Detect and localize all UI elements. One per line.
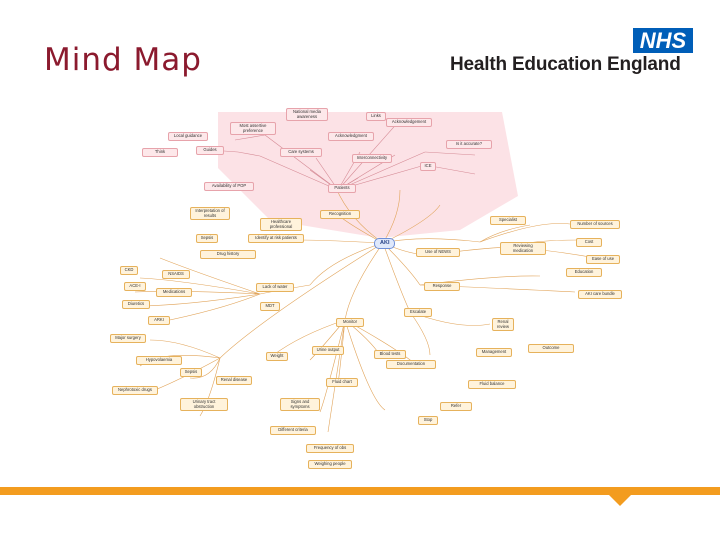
mind-map-node: Major surgery: [110, 334, 146, 343]
mind-map-node: Healthcare professional: [260, 218, 302, 231]
mind-map-node: Urinary tract obstruction: [180, 398, 228, 411]
mind-map-node: Blood tests: [374, 350, 406, 359]
mind-map-node: Signs and symptoms: [280, 398, 320, 411]
mind-map-node: Identify at risk patients: [248, 234, 304, 243]
mind-map-node: Recognition: [320, 210, 360, 219]
mind-map-node: Documentation: [386, 360, 436, 369]
mind-map-node: NSAIDS: [162, 270, 190, 279]
nhs-logo: NHS: [633, 28, 693, 53]
mind-map-node: Nephrotoxic drugs: [112, 386, 158, 395]
mind-map-node: Care systems: [280, 148, 322, 157]
mind-map-node: MDT: [260, 302, 280, 311]
mind-map-node: Guides: [196, 146, 224, 155]
mind-map-node: Interpretation of results: [190, 207, 230, 220]
mind-map-node: Sepsis: [180, 368, 202, 377]
mind-map-node: Sepsis: [196, 234, 218, 243]
mind-map-node: Fluid chart: [326, 378, 358, 387]
mind-map-node: Outcome: [528, 344, 574, 353]
mind-map-node: Fluid balance: [468, 380, 516, 389]
mind-map-node: Patients: [328, 184, 356, 193]
mind-map-node: Hypovolaemia: [136, 356, 182, 365]
mind-map-node: Availability of POP: [204, 182, 254, 191]
mind-map-node: Education: [566, 268, 602, 277]
mind-map-node: Most assertive preference: [230, 122, 276, 135]
mind-map-node: Response: [424, 282, 460, 291]
mind-map-node: Renal review: [492, 318, 514, 331]
mind-map-node: Refer: [440, 402, 472, 411]
mind-map-node: Local guidance: [168, 132, 208, 141]
mind-map-node: Diuretics: [122, 300, 150, 309]
mind-map-node: Weight: [266, 352, 288, 361]
mind-map-node: Frequency of obs: [306, 444, 354, 453]
mind-map: [100, 100, 620, 480]
mind-map-node: Medications: [156, 288, 192, 297]
mind-map-node: Interconnectivity: [352, 154, 392, 163]
footer-notch: [608, 494, 632, 506]
mind-map-node: Drug history: [200, 250, 256, 259]
mind-map-node: National media awareness: [286, 108, 328, 121]
mind-map-node: Acknowledgement: [386, 118, 432, 127]
mind-map-node: Urine output: [312, 346, 344, 355]
mind-map-node: Escalate: [404, 308, 432, 317]
mind-map-node: Reviewing medication: [500, 242, 546, 255]
mind-map-node: Acknowledgment: [328, 132, 374, 141]
central-topic: AKI: [374, 238, 395, 249]
org-name: Health Education England: [450, 54, 681, 75]
mind-map-node: ACE-I: [124, 282, 146, 291]
mind-map-node: Weighing people: [308, 460, 352, 469]
mind-map-node: Use of NEWS: [416, 248, 460, 257]
page-title: Mind Map: [44, 42, 202, 78]
mind-map-node: CKD: [120, 266, 138, 275]
mind-map-node: Monitor: [336, 318, 364, 327]
mind-map-node: Stop: [418, 416, 438, 425]
mind-map-node: Think: [142, 148, 178, 157]
mind-map-node: Cost: [576, 238, 602, 247]
mind-map-node: ARKI: [148, 316, 170, 325]
mind-map-node: Specialist: [490, 216, 526, 225]
mind-map-node: ICE: [420, 162, 436, 171]
mind-map-node: Links: [366, 112, 386, 121]
mind-map-node: Ease of use: [586, 255, 620, 264]
mind-map-node: Lack of water: [256, 283, 294, 292]
mind-map-node: Number of sources: [570, 220, 620, 229]
mind-map-node: Renal disease: [216, 376, 252, 385]
mind-map-node: Different criteria: [270, 426, 316, 435]
mind-map-node: Management: [476, 348, 512, 357]
mind-map-node: Is it accurate?: [446, 140, 492, 149]
mind-map-node: AKI care bundle: [578, 290, 622, 299]
